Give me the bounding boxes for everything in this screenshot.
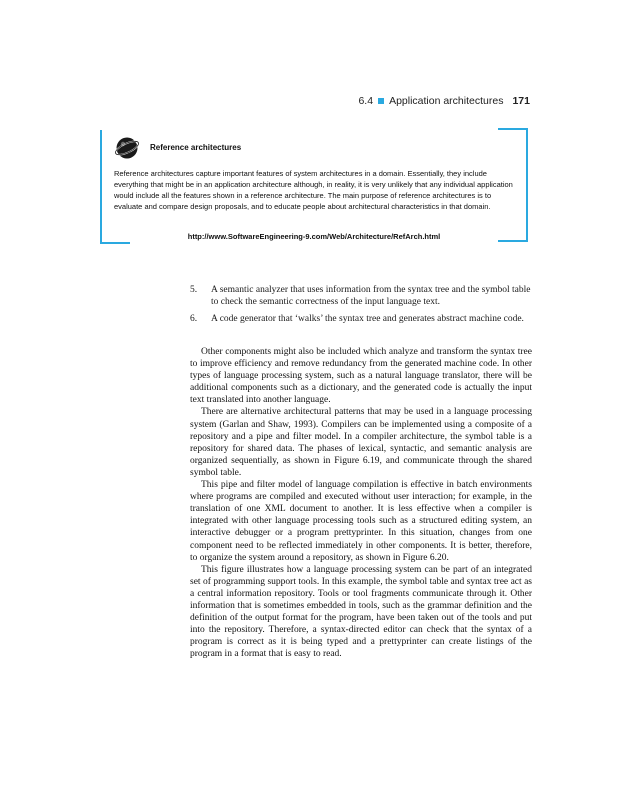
list-item-text: A semantic analyzer that uses information from the syntax tree and the symbol table to check the semantic correctness of the input language text.: [211, 285, 531, 307]
paragraph: This figure illustrates how a language processing system can be part of an integrated set of programming support tools. In this example, the symbol table and syntax tree act as a central information repository. Tools or tool fragments communicate through it. Other information that is sometimes embedded in tools, such as the grammar definition and the definition of the output format for the program, have been taken out of the tools and put into the repository. Therefore, a syntax-directed editor can check that the syntax of a program is correct as it is being typed and a prettyprinter can create listings of the program in a format that is easy to read.: [190, 564, 532, 660]
box-title: Reference architectures: [150, 143, 242, 152]
list-item-text: A code generator that ‘walks’ the syntax tree and generates abstract machine code.: [211, 314, 524, 324]
body-text: [190, 346, 532, 660]
paragraph: There are alternative architectural patterns that may be used in a language processing system (Garlan and Shaw, 1993). Compilers can be implemented using a composite of a repository and a pipe and filter model. In a compiler architecture, the symbol table is a repository for shared data. The phases of lexical, syntactic, and semantic analysis are organized sequentially, as shown in Figure 6.19, and communicate through the shared symbol table.: [190, 407, 532, 478]
paragraph: This pipe and filter model of language compilation is effective in batch environments where programs are compiled and executed without user interaction; for example, in the translation of one XML document to another. It is less effective when a compiler is integrated with other language processing tools such as a structured editing system, an interactive debugger or a program prettyprinter. In this situation, changes from one component need to be reflected immediately in other components. It is better, therefore, to organize the system around a repository, as shown in Figure 6.20.: [190, 480, 532, 563]
web-globe-icon: [114, 136, 140, 160]
running-header: [0, 95, 530, 107]
list-item-number: 6.: [190, 314, 198, 324]
list-item-number: 5.: [190, 285, 198, 295]
page-number: 171: [512, 95, 530, 107]
numbered-list: [190, 284, 532, 330]
section-number: 6.4: [358, 95, 374, 107]
paragraph: Other components might also be included which analyze and transform the syntax tree to improve efficiency and remove redundancy from the generated machine code. In other types of language processing system, such as a natural language translator, there will be additional components such as a dictionary, and the generated code is actually the input text translated into another language.: [190, 347, 532, 406]
header-square-icon: [378, 98, 384, 104]
box-border: [100, 130, 102, 244]
list-item: [190, 284, 532, 308]
reference-architectures-box: [100, 128, 528, 244]
box-border: [498, 128, 528, 130]
section-title: Application architectures: [389, 95, 504, 107]
box-url[interactable]: http://www.SoftwareEngineering-9.com/Web/Architecture/RefArch.html: [187, 232, 441, 241]
box-border: [100, 242, 130, 244]
box-border: [526, 128, 528, 242]
list-item: [190, 313, 532, 325]
box-description: Reference architectures capture important features of system architectures in a domain. Essentially, they include everything that might be in an application architecture although, in reality, it is very unlikely that any individual application would include all the features shown in a reference architecture. The main purpose of reference architectures is to evaluate and compare design proposals, and to educate people about architectural characteristics in that domain.: [114, 169, 513, 211]
